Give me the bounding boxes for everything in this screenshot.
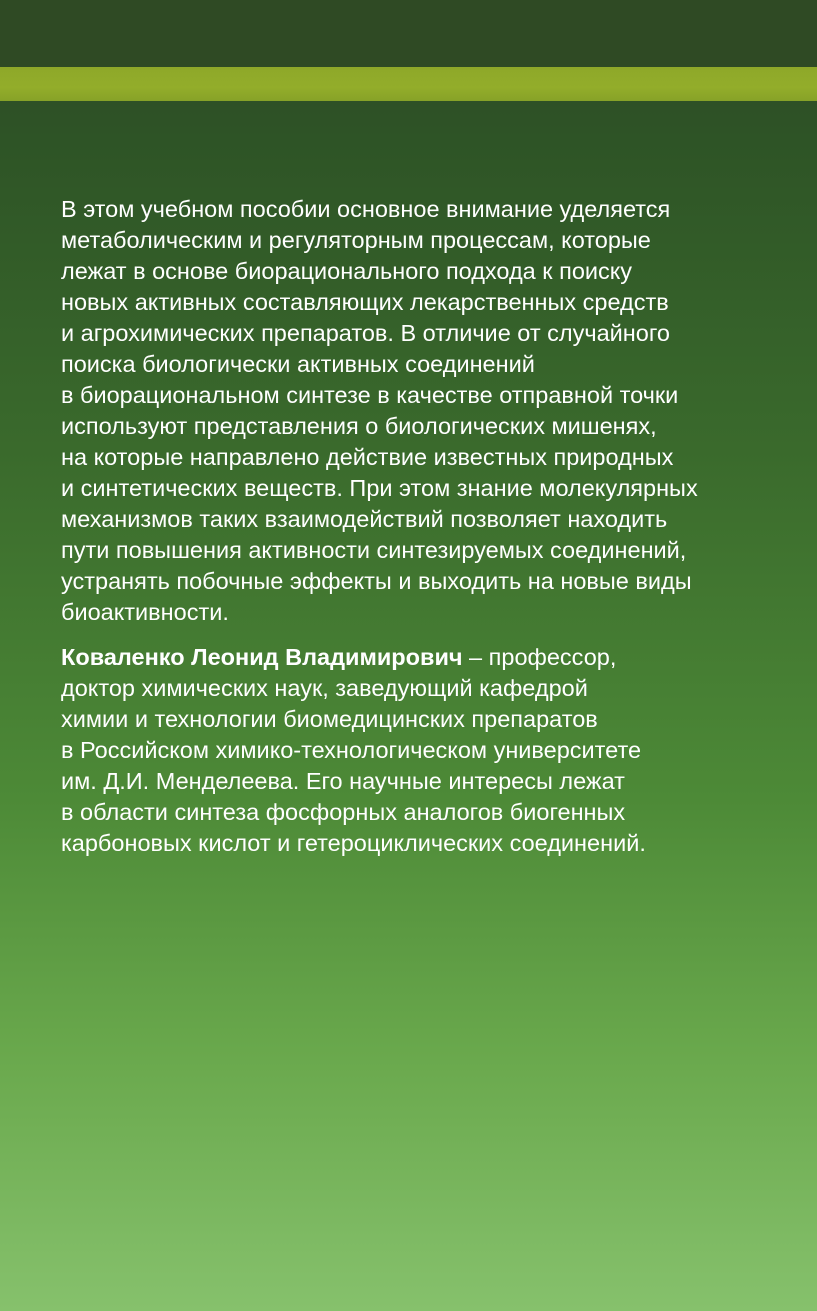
cover-accent-stripe — [0, 67, 817, 101]
author-name: Коваленко Леонид Владимирович — [61, 644, 463, 670]
annotation-line: метаболическим и регуляторным процессам, которые — [61, 227, 651, 253]
annotation-line: и агрохимических препаратов. В отличие от случайного — [61, 320, 670, 346]
author-title: – профессор, — [462, 644, 617, 670]
author-line: карбоновых кислот и гетероциклических соединений. — [61, 830, 646, 856]
author-line-first — [61, 642, 781, 673]
annotation-line: и синтетических веществ. При этом знание молекулярных — [61, 475, 698, 501]
author-line: доктор химических наук, заведующий кафедрой — [61, 675, 588, 701]
annotation-line: биоактивности. — [61, 599, 229, 625]
cover-top-band — [0, 0, 817, 67]
author-paragraph — [61, 642, 781, 859]
annotation-line: новых активных составляющих лекарственных средств — [61, 289, 669, 315]
annotation-paragraph — [61, 194, 781, 628]
annotation-line: на которые направлено действие известных природных — [61, 444, 674, 470]
author-line: им. Д.И. Менделеева. Его научные интересы лежат — [61, 768, 625, 794]
annotation-line: поиска биологически активных соединений — [61, 351, 535, 377]
annotation-line: пути повышения активности синтезируемых соединений, — [61, 537, 687, 563]
annotation-line: механизмов таких взаимодействий позволяет находить — [61, 506, 668, 532]
author-line: в Российском химико-технологическом университете — [61, 737, 642, 763]
annotation-line: В этом учебном пособии основное внимание уделяется — [61, 196, 671, 222]
annotation-line: устранять побочные эффекты и выходить на новые виды — [61, 568, 692, 594]
annotation-line: используют представления о биологических мишенях, — [61, 413, 657, 439]
annotation-line: в биорациональном синтезе в качестве отправной точки — [61, 382, 679, 408]
author-line: химии и технологии биомедицинских препаратов — [61, 706, 598, 732]
author-line: в области синтеза фосфорных аналогов биогенных — [61, 799, 626, 825]
back-cover-text — [61, 194, 781, 859]
annotation-line: лежат в основе биорационального подхода к поиску — [61, 258, 633, 284]
